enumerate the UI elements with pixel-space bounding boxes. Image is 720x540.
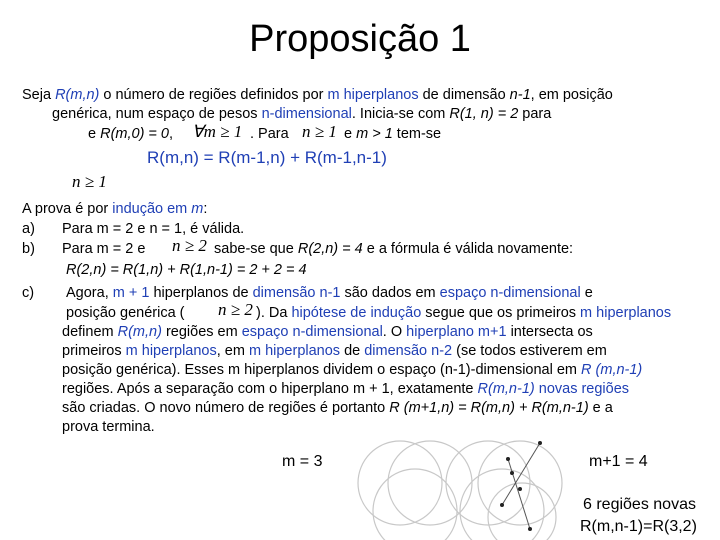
item-c-line-5: posição genérica). Esses m hiperplanos dividem o espaço (n-1)-dimensional em R (m,n-1) <box>62 362 643 378</box>
n-geq-1-left-math: n ≥ 1 <box>72 172 107 191</box>
item-c-math: n ≥ 2 <box>218 300 253 319</box>
caption-formula: R(m,n-1)=R(3,2) <box>580 518 697 535</box>
intersection-point <box>510 471 514 475</box>
page-title: Proposição 1 <box>249 18 471 60</box>
item-c-label: c) <box>22 285 35 301</box>
proof-intro: A prova é por indução em m: <box>22 201 208 217</box>
forall-m-math: ∀m ≥ 1 <box>192 122 243 141</box>
item-b-text-2: sabe-se que R(2,n) = 4 e a fórmula é válida novamente: <box>214 241 574 257</box>
item-b-math: n ≥ 2 <box>172 236 207 255</box>
intersection-point <box>528 527 532 531</box>
intersection-point <box>538 441 542 445</box>
intersection-line-2 <box>502 443 540 505</box>
definition-line-1: Seja R(m,n) o número de regiões definidos por m hiperplanos de dimensão n-1, em posição <box>22 87 613 103</box>
item-b-equation: R(2,n) = R(1,n) + R(1,n-1) = 2 + 2 = 4 <box>66 262 307 278</box>
item-a-text: Para m = 2 e n = 1, é válida. <box>62 221 245 237</box>
intersection-point <box>500 503 504 507</box>
intersection-point <box>506 457 510 461</box>
item-c-line-2b: ). Da hipótese de indução segue que os primeiros m hiperplanos <box>256 305 672 321</box>
caption-new-regions: 6 regiões novas <box>583 496 696 513</box>
n-geq-1-math: n ≥ 1 <box>302 122 337 141</box>
item-c-line-4: primeiros m hiperplanos, em m hiperplanos de dimensão n-2 (se todos estiverem em <box>62 343 607 359</box>
circle-4 <box>488 483 556 540</box>
label-m-3: m = 3 <box>282 453 323 470</box>
definition-line-3b: . Para <box>250 126 289 142</box>
item-c-line-6: regiões. Após a separação com o hiperplano m + 1, exatamente R(m,n-1) novas regiões <box>62 381 630 397</box>
intersection-point <box>518 487 522 491</box>
definition-line-3c: e m > 1 tem-se <box>344 126 442 142</box>
item-b-label: b) <box>22 241 35 257</box>
item-c-line-7: são criadas. O novo número de regiões é portanto R (m+1,n) = R(m,n) + R(m,n-1) e a <box>62 400 613 416</box>
item-b-text: Para m = 2 e <box>62 241 146 257</box>
definition-line-3: e R(m,0) = 0, <box>88 126 174 142</box>
label-m-plus-1: m+1 = 4 <box>589 453 648 470</box>
recurrence-formula: R(m,n) = R(m-1,n) + R(m-1,n-1) <box>147 148 387 167</box>
item-c-line-3: definem R(m,n) regiões em espaço n-dimensional. O hiperplano m+1 intersecta os <box>62 324 593 340</box>
definition-line-2: genérica, num espaço de pesos n-dimensional. Inicia-se com R(1, n) = 2 para <box>52 106 552 122</box>
item-c-line-8: prova termina. <box>62 419 155 435</box>
item-c-line-1: Agora, m + 1 hiperplanos de dimensão n-1 são dados em espaço n-dimensional e <box>66 285 593 301</box>
item-a-label: a) <box>22 221 35 237</box>
circles-m4-diagram <box>440 425 580 540</box>
item-c-line-2a: posição genérica ( <box>66 305 185 321</box>
